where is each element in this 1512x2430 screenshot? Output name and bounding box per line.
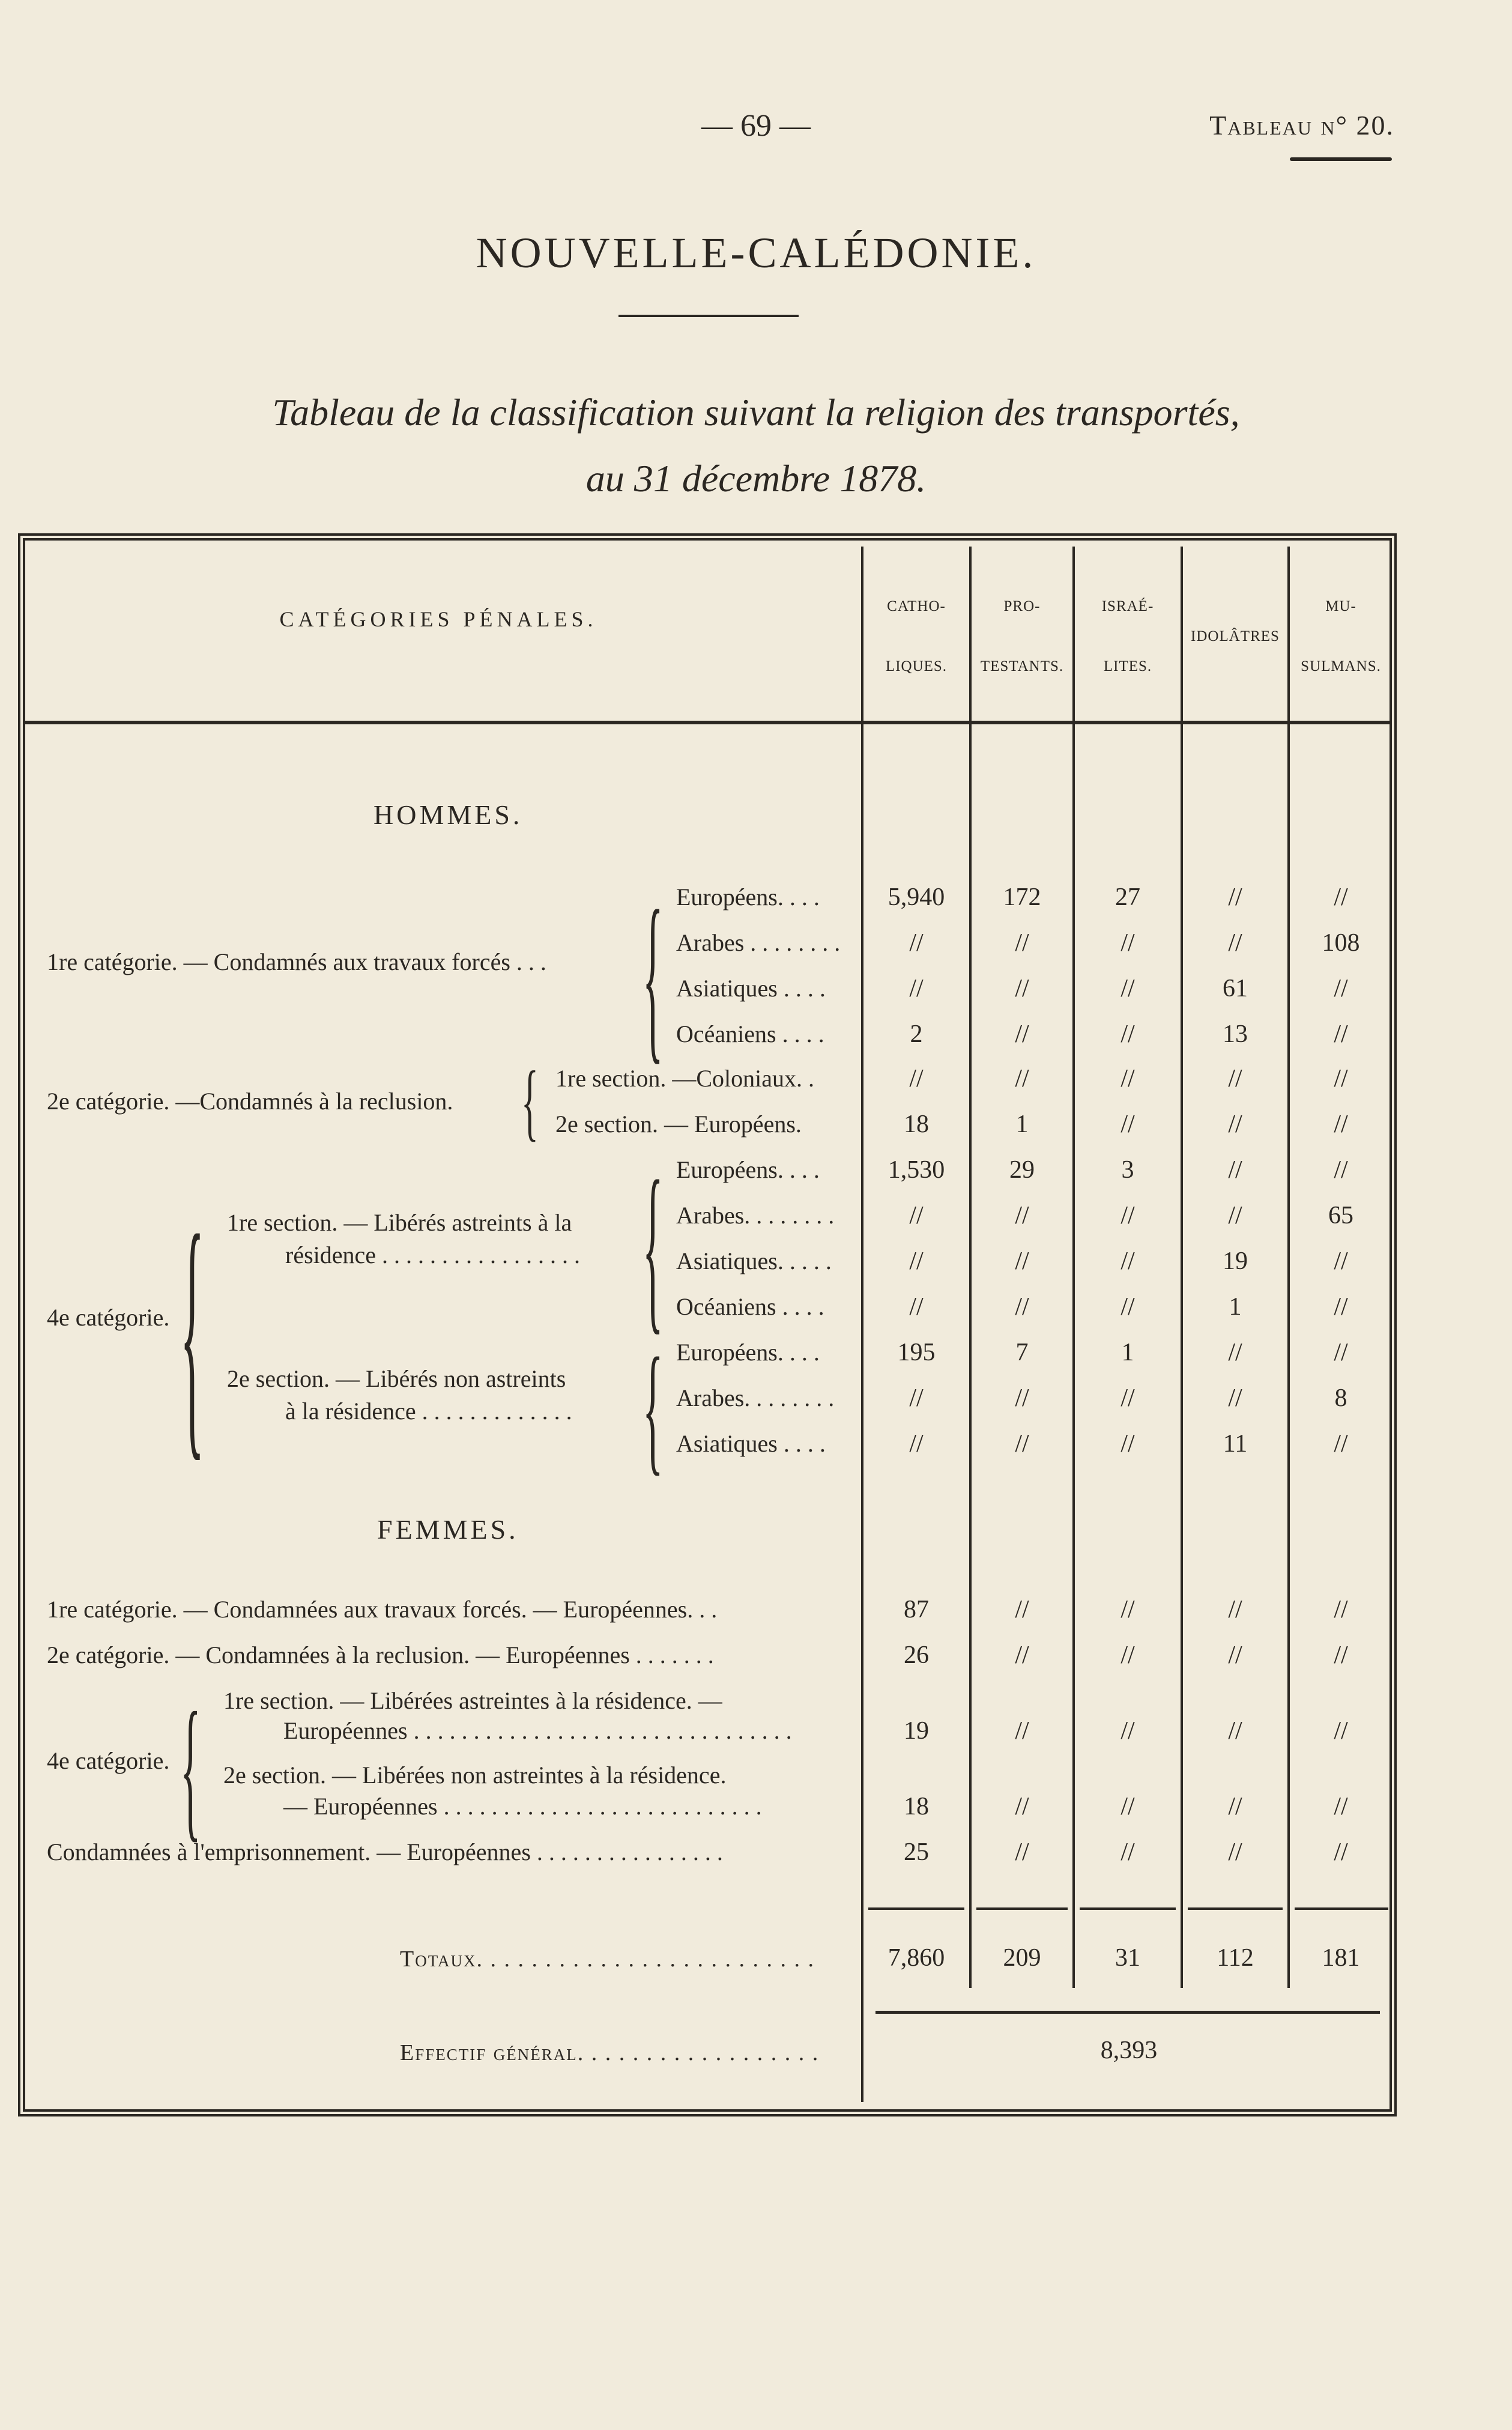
cell-value: 2 [910, 1020, 923, 1048]
cell-value: // [1015, 1065, 1029, 1092]
cell-value: // [1228, 883, 1242, 911]
cell-value: // [1015, 1247, 1029, 1275]
cell-value: // [1334, 1641, 1348, 1669]
origin-label: Européens. . . . [676, 883, 820, 910]
cell-value: 172 [1003, 883, 1041, 911]
femmes-row-label: 1re section. — Libérées astreintes à la résidence. — [223, 1687, 722, 1714]
cell-value: // [1120, 975, 1135, 1002]
cell-value: 11 [1223, 1430, 1248, 1458]
cell-value: 13 [1223, 1020, 1248, 1048]
origin-label: Européens. . . . [676, 1339, 820, 1366]
origin-label: Asiatiques . . . . [676, 975, 826, 1002]
hommes-cat4-s2-line2: à la résidence . . . . . . . . . . . . . [285, 1398, 572, 1425]
totals-rule [1295, 1907, 1388, 1910]
totals-rule [1188, 1907, 1283, 1910]
column-header-line: PRO- [1003, 598, 1041, 614]
hommes-cat4-s2-line1: 2e section. — Libérés non astreints [227, 1365, 566, 1392]
cell-value: // [1120, 1202, 1135, 1229]
cell-value: // [1120, 1430, 1135, 1458]
cell-value: // [1334, 1339, 1348, 1366]
cell-value: // [1120, 1020, 1135, 1048]
cell-value: // [1334, 975, 1348, 1002]
cell-value: // [1120, 1065, 1135, 1092]
femmes-row-label: 1re catégorie. — Condamnées aux travaux forcés. — Européennes. . . [47, 1596, 718, 1623]
cell-value: // [1120, 1717, 1135, 1745]
cell-value: // [1334, 1596, 1348, 1623]
cell-value: // [1120, 1293, 1135, 1321]
femmes-row-label: — Européennes . . . . . . . . . . . . . . . . . . . . . . . . . . . [283, 1793, 762, 1820]
column-header-idolatres [1183, 607, 1287, 667]
total-value: 31 [1115, 1944, 1140, 1972]
subtitle-line-1: Tableau de la classification suivant la religion des transportés, [272, 391, 1240, 434]
origin-label: Européens. . . . [676, 1156, 820, 1183]
effectif-rule [875, 2011, 1380, 2014]
cell-value: // [1015, 1793, 1029, 1820]
column-header-line: SULMANS. [1301, 658, 1381, 674]
brace: { [643, 1142, 664, 1350]
cell-value: 108 [1322, 929, 1360, 957]
section-hommes: HOMMES. [373, 799, 523, 830]
cell-value: // [1334, 1430, 1348, 1458]
origin-label: Océaniens . . . . [676, 1293, 824, 1320]
total-value: 209 [1003, 1944, 1041, 1972]
cell-value: // [1228, 1110, 1242, 1138]
table-frame [18, 533, 1397, 2116]
cell-value: // [1334, 883, 1348, 911]
cell-value: 3 [1121, 1156, 1134, 1184]
cell-value: // [1015, 1596, 1029, 1623]
femmes-row-label: Condamnées à l'emprisonnement. — Européennes . . . . . . . . . . . . . . . . [47, 1838, 723, 1865]
origin-label: Arabes . . . . . . . . [676, 929, 841, 956]
totals-rule [1080, 1907, 1176, 1910]
cell-value: 61 [1223, 975, 1248, 1002]
column-header-line: ISRAÉ- [1101, 598, 1154, 614]
totals-rule [868, 1907, 964, 1910]
column-header-line: CATHO- [887, 598, 946, 614]
cell-value: // [909, 929, 924, 957]
cell-value: // [1120, 1596, 1135, 1623]
origin-label: Asiatiques. . . . . [676, 1247, 832, 1274]
cell-value: // [1228, 1717, 1242, 1745]
cell-value: 1 [1121, 1339, 1134, 1366]
header-underline [24, 721, 1391, 724]
cell-value: 87 [904, 1596, 929, 1623]
cell-value: // [1015, 1641, 1029, 1669]
section-femmes: FEMMES. [377, 1514, 519, 1545]
totals-rule [976, 1907, 1068, 1910]
effectif-value: 8,393 [1100, 2037, 1158, 2064]
cell-value: // [1334, 1156, 1348, 1184]
hommes-cat1-label: 1re catégorie. — Condamnés aux travaux forcés . . . [47, 948, 546, 975]
femmes-row-label: 2e section. — Libérées non astreintes à la résidence. [223, 1762, 727, 1789]
brace: { [180, 1179, 205, 1483]
brace: { [643, 871, 664, 1080]
column-header-line: IDOLÂTRES [1191, 628, 1280, 644]
cell-value: 19 [1223, 1247, 1248, 1275]
page-number: — 69 — [701, 109, 811, 143]
hommes-cat4-s1-line1: 1re section. — Libérés astreints à la [227, 1209, 572, 1236]
cell-value: // [1334, 1717, 1348, 1745]
cell-value: // [1228, 1793, 1242, 1820]
cell-value: // [909, 1384, 924, 1412]
cell-value: // [1334, 1838, 1348, 1866]
brace: { [180, 1679, 201, 1856]
cell-value: // [1015, 1384, 1029, 1412]
cell-value: 7 [1015, 1339, 1029, 1366]
cell-value: 25 [904, 1838, 929, 1866]
cell-value: // [1015, 1838, 1029, 1866]
cell-value: // [1015, 1202, 1029, 1229]
cell-value: // [909, 975, 924, 1002]
cell-value: 65 [1328, 1202, 1353, 1229]
cell-value: // [1120, 1641, 1135, 1669]
femmes-row-label: 2e catégorie. — Condamnées à la reclusion. — Européennes . . . . . . . [47, 1641, 714, 1668]
header-rule [1290, 157, 1392, 161]
cell-value: 18 [904, 1793, 929, 1820]
column-header-catholiques [863, 577, 969, 697]
column-header-line: LIQUES. [885, 658, 948, 674]
cell-value: 27 [1115, 883, 1140, 911]
hommes-cat2-sub1: 1re section. —Coloniaux. . [555, 1065, 815, 1092]
total-value: 181 [1322, 1944, 1360, 1972]
cell-value: // [1120, 1793, 1135, 1820]
cell-value: // [1120, 929, 1135, 957]
cell-value: // [909, 1065, 924, 1092]
total-value: 112 [1217, 1944, 1254, 1972]
cell-value: // [1334, 1020, 1348, 1048]
total-value: 7,860 [888, 1944, 945, 1972]
cell-value: 5,940 [888, 883, 945, 911]
cell-value: // [1228, 1202, 1242, 1229]
cell-value: 195 [897, 1339, 936, 1366]
cell-value: // [909, 1202, 924, 1229]
hommes-cat2-sub2: 2e section. — Européens. [555, 1110, 802, 1138]
cell-value: // [909, 1247, 924, 1275]
cell-value: // [1015, 1430, 1029, 1458]
cell-value: 19 [904, 1717, 929, 1745]
hommes-cat4-s1-line2: résidence . . . . . . . . . . . . . . . . . [285, 1241, 581, 1268]
origin-label: Océaniens . . . . [676, 1020, 824, 1047]
cell-value: // [1334, 1065, 1348, 1092]
femmes-cat4-label: 4e catégorie. [47, 1747, 170, 1774]
cell-value: // [1120, 1110, 1135, 1138]
totals-label: Totaux. . . . . . . . . . . . . . . . . . . . . . . . . [400, 1947, 815, 1972]
cell-value: 1 [1229, 1293, 1242, 1321]
cell-value: // [1334, 1293, 1348, 1321]
cell-value: 1 [1015, 1110, 1029, 1138]
cell-value: 26 [904, 1641, 929, 1669]
cell-value: 18 [904, 1110, 929, 1138]
cell-value: // [1228, 1384, 1242, 1412]
cell-value: // [1015, 975, 1029, 1002]
brace: { [643, 1328, 664, 1488]
cell-value: // [1120, 1247, 1135, 1275]
column-header-israelites [1075, 577, 1181, 697]
cell-value: // [1228, 1596, 1242, 1623]
tableau-reference: Tableau n° 20. [1209, 110, 1394, 141]
categories-header: CATÉGORIES PÉNALES. [279, 607, 597, 631]
title-rule [618, 315, 799, 317]
hommes-cat4-label: 4e catégorie. [47, 1304, 170, 1331]
cell-value: 8 [1334, 1384, 1347, 1412]
effectif-label: Effectif général. . . . . . . . . . . . . . . . . . [400, 2040, 820, 2065]
column-separator [861, 547, 863, 2102]
cell-value: // [1015, 1717, 1029, 1745]
origin-label: Arabes. . . . . . . . [676, 1202, 835, 1229]
origin-label: Asiatiques . . . . [676, 1430, 826, 1457]
cell-value: 1,530 [888, 1156, 945, 1184]
subtitle-line-2: au 31 décembre 1878. [585, 457, 927, 500]
column-header-line: LITES. [1103, 658, 1152, 674]
hommes-cat2-label: 2e catégorie. —Condamnés à la reclusion. [47, 1088, 453, 1115]
cell-value: // [909, 1293, 924, 1321]
cell-value: // [1228, 1641, 1242, 1669]
cell-value: // [1015, 1020, 1029, 1048]
column-header-musulmans [1290, 577, 1392, 697]
cell-value: // [1228, 1156, 1242, 1184]
cell-value: // [1334, 1247, 1348, 1275]
cell-value: // [1334, 1110, 1348, 1138]
cell-value: // [1334, 1793, 1348, 1820]
cell-value: // [909, 1430, 924, 1458]
cell-value: // [1120, 1384, 1135, 1412]
brace: { [521, 1053, 539, 1150]
cell-value: // [1228, 1838, 1242, 1866]
cell-value: // [1015, 1293, 1029, 1321]
cell-value: // [1015, 929, 1029, 957]
cell-value: // [1120, 1838, 1135, 1866]
cell-value: // [1228, 929, 1242, 957]
cell-value: // [1228, 1339, 1242, 1366]
cell-value: 29 [1009, 1156, 1035, 1184]
cell-value: // [1228, 1065, 1242, 1092]
column-header-protestants [972, 577, 1072, 697]
page-title: NOUVELLE-CALÉDONIE. [476, 229, 1036, 277]
column-header-line: TESTANTS. [980, 658, 1064, 674]
origin-label: Arabes. . . . . . . . [676, 1384, 835, 1411]
column-header-line: MU- [1325, 598, 1356, 614]
femmes-row-label: Européennes . . . . . . . . . . . . . . . . . . . . . . . . . . . . . . . . [283, 1717, 792, 1744]
